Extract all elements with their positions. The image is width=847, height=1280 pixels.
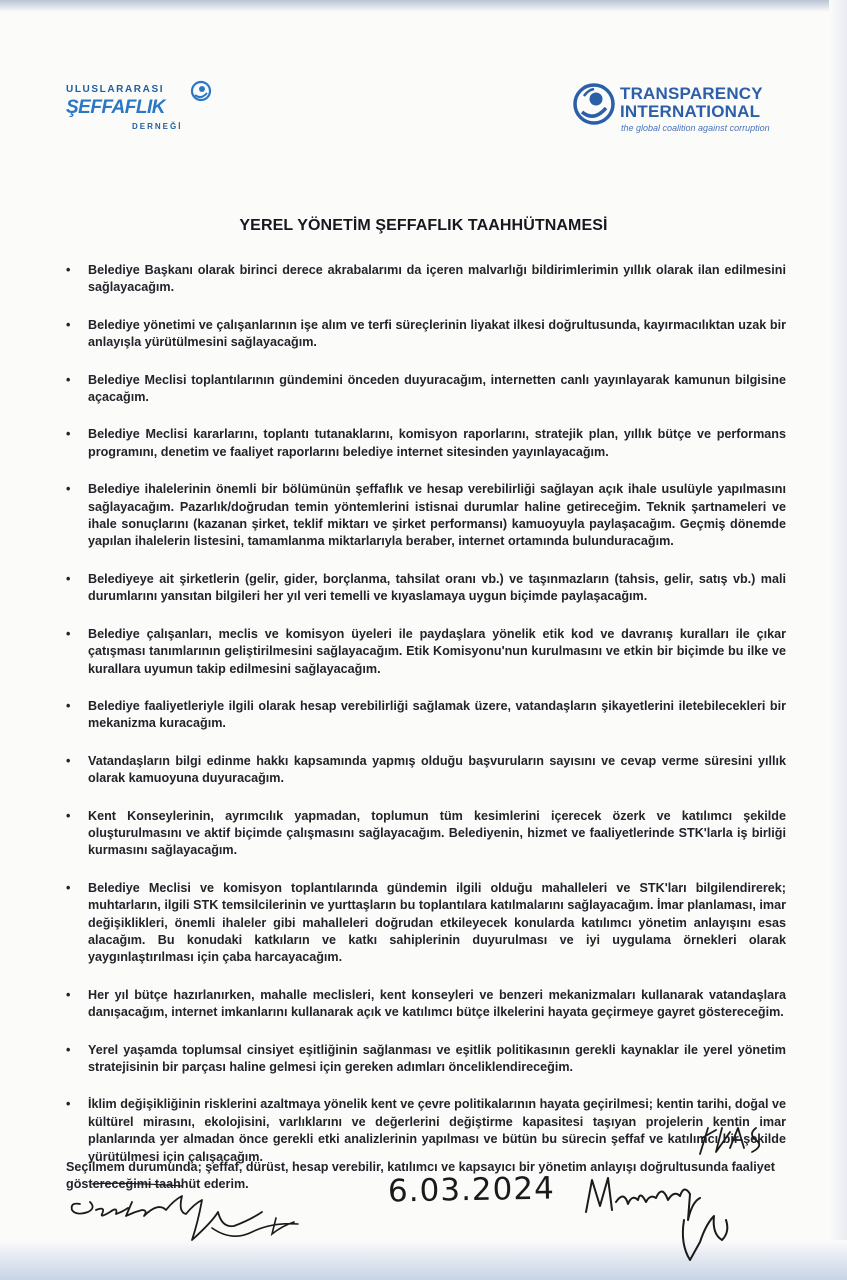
list-item-text: Belediye Başkanı olarak birinci derece akrabalarımı da içeren malvarlığı bildirimlerimin yıllık olarak ilan edilmesini sağlayacağım.: [88, 263, 786, 295]
bullet: •: [66, 753, 71, 768]
list-item: [66, 753, 786, 788]
document-title: YEREL YÖNETİM ŞEFFAFLIK TAAHHÜTNAMESİ: [239, 217, 608, 234]
list-item: [66, 987, 786, 1022]
closing-statement: Seçilmem durumunda; şeffaf, dürüst, hesap verebilir, katılımcı ve kapsayıcı bir yönetim anlayışı doğrultusunda faaliyet göstereceğimi taahhüt ederim.: [66, 1160, 775, 1192]
bullet: •: [66, 987, 71, 1002]
bullet: •: [66, 880, 71, 895]
list-item: [66, 481, 786, 551]
logo-right-line1: TRANSPARENCY: [620, 84, 763, 103]
signature-right: [580, 1124, 780, 1268]
bullet: •: [66, 427, 71, 442]
globe-icon: [572, 82, 616, 126]
globe-icon: [190, 80, 212, 102]
list-item: [66, 698, 786, 733]
logo-left-line1: ULUSLARARASI: [66, 84, 165, 95]
list-item: [66, 626, 786, 678]
bullet: •: [66, 808, 71, 823]
scan-edge-top: [0, 0, 847, 12]
list-item: [66, 317, 786, 352]
bullet: •: [66, 698, 71, 713]
logo-right-line2: INTERNATIONAL: [620, 102, 761, 121]
list-item: [66, 880, 786, 967]
list-item-text: Kent Konseylerinin, ayrımcılık yapmadan, toplumun tüm kesimlerini içerecek özerk ve katılımcı şekilde oluşturulmasını ve aktif biçimde çalışmasını sağlayacağım. Belediyenin, hizmet ve faaliyetlerinde STK'larla iş birliği kurmasını sağlayacağım.: [88, 808, 786, 858]
list-item-text: Belediye Meclisi kararlarını, toplantı tutanaklarını, komisyon raporlarını, stratejik plan, yıllık bütçe ve performans programını, denetim ve faaliyet raporlarını belediye internet sitesinden yayınlayacağım.: [88, 427, 786, 459]
list-item-text: Belediye Meclisi ve komisyon toplantılarında gündemin ilgili olduğu mahalleleri ve STK'ları bilgilendirerek; muhtarların, ilgili STK temsilcilerinin ve yurttaşların bu toplantılara katılmalarını sağlayacağım. İmar planlaması, imar değişiklikleri, önemli ihaleler gibi mahalleleri doğrudan etkileyecek konularda katılımcı yönetim anlayışını esas alacağım. Bu konudaki katkıların ve katkı sahiplerinin duyurulması ve iyi uygulama örnekleri olarak yaygınlaştırılması için çaba harcayacağım.: [88, 880, 786, 965]
handwritten-date: 6.03.2024: [387, 1170, 556, 1210]
list-item: [66, 808, 786, 860]
list-item-text: Yerel yaşamda toplumsal cinsiyet eşitliğinin sağlanması ve eşitlik politikasının gerekli kaynaklar ile yerel yönetim stratejisinin bir parçası haline gelmesi için gereken adımları önceliklendireceğim.: [88, 1042, 786, 1074]
list-item-text: Belediye ihalelerinin önemli bir bölümünün şeffaflık ve hesap verebilirliği sağlayan açık ihale usulüyle yapılmasını sağlayacağım. Pazarlık/doğrudan temin yöntemlerini istisnai durumlar haline getireceğim. Teknik şartnameleri ve ihale sonuçlarını (kazanan şirket, teklif miktarı ve şirket performansı) kamuoyuyla paylaşacağım. Geçmiş dönemde yapılan ihalelerin listesini, tamamlanma miktarlarıyla beraber, internet ortamında bulunduracağım.: [88, 482, 786, 549]
list-item-text: Vatandaşların bilgi edinme hakkı kapsamında yapmış olduğu başvuruların sayısını ve cevap verme süresini yıllık olarak kamuoyuna duyuracağım.: [88, 753, 786, 786]
seffaflik-dernegi-logo: [66, 80, 216, 140]
list-item-text: Belediye Meclisi toplantılarının gündemini önceden duyuracağım, internetten canlı yayınlayarak kamunun bilgisine açacağım.: [88, 372, 786, 405]
list-item: [66, 426, 786, 461]
list-item-text: Belediye faaliyetleriyle ilgili olarak hesap verebilirliği sağlamak üzere, vatandaşların şikayetlerini iletebilecekleri bir mekanizma kuracağım.: [88, 698, 786, 731]
list-item-text: Belediyeye ait şirketlerin (gelir, gider, borçlanma, tahsilat oranı vb.) ve taşınmazların (tahsis, gelir, satış vb.) mali durumlarını yansıtan bilgileri her yıl veri temelli ve kıyaslamaya uygun biçimde paylaşacağım.: [88, 571, 786, 604]
bullet: •: [66, 1097, 71, 1112]
signature-left: [62, 1182, 332, 1252]
list-item-text: Belediye çalışanları, meclis ve komisyon üyeleri ile paydaşlara yönelik etik kod ve davranış kuralları ile çıkar çatışması tanımlarının geliştirilmesini sağlayacağım. Etik Komisyonu'nun kurulmasını ve etkin bir biçimde bu ilke ve kurallara uyumun takip edilmesini sağlayacağım.: [88, 626, 786, 676]
bullet: •: [66, 571, 71, 586]
list-item-text: Belediye yönetimi ve çalışanlarının işe alım ve terfi süreçlerinin liyakat ilkesi doğrultusunda, kayırmacılıktan uzak bir anlayışla yürütülmesini sağlayacağım.: [88, 317, 786, 350]
bullet: •: [66, 1042, 71, 1057]
logo-left-line2: ŞEFFAFLIK: [66, 97, 165, 118]
list-item: [66, 372, 786, 407]
scan-edge-right: [829, 0, 847, 1280]
bullet: •: [66, 317, 71, 332]
transparency-international-logo: [572, 82, 792, 142]
bullet: •: [66, 372, 71, 387]
bullet: •: [66, 482, 71, 497]
commitment-list: [66, 262, 786, 1186]
list-item-text: İklim değişikliğinin risklerini azaltmaya yönelik kent ve çevre politikalarının hayata geçirilmesi; kentin tarihi, doğal ve kültürel mirasını, ekolojisini, varlıklarını ve değerlerini değiştirme kapasitesi taşıyan projelerin kentin imar planlarında yer almadan önce gerekli etki analizlerinin yapılması ve bütün bu sürecin şeffaf ve katılımcı bir şekilde yürütülmesi için çalışacağım.: [88, 1097, 786, 1164]
logo-left-line3: DERNEĞİ: [132, 122, 183, 131]
logo-right-tagline: the global coalition against corruption: [621, 123, 770, 133]
bullet: •: [66, 263, 71, 277]
bullet: •: [66, 626, 71, 641]
list-item-text: Her yıl bütçe hazırlanırken, mahalle meclisleri, kent konseyleri ve benzeri mekanizmaları kullanarak vatandaşlara danışacağım, internet imkanlarını kullanarak açık ve katılımcı bütçe ilkelerini hayata geçirmeye gayret göstereceğim.: [88, 987, 786, 1020]
list-item: [66, 571, 786, 606]
list-item: [66, 1042, 786, 1077]
list-item: [66, 262, 786, 297]
